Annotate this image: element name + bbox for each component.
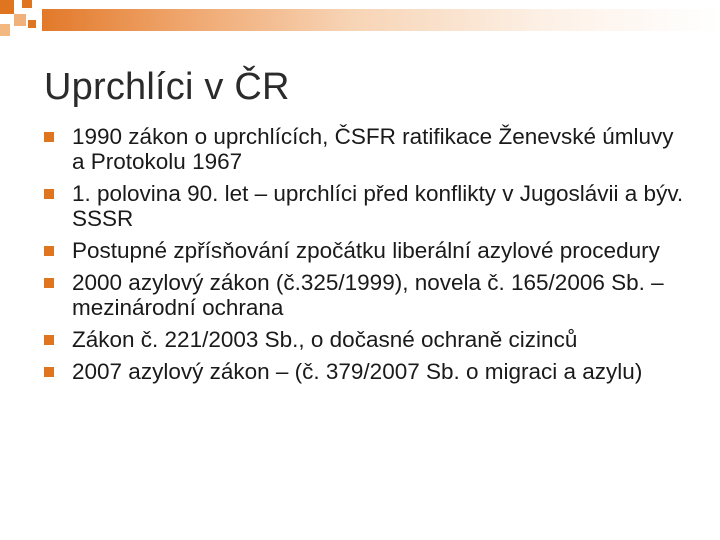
list-item xyxy=(44,327,684,352)
decorative-square xyxy=(28,20,36,28)
square-bullet-icon xyxy=(44,132,54,142)
decorative-square xyxy=(14,14,26,26)
list-item xyxy=(44,359,684,384)
bullet-text: Postupné zpřísňování zpočátku liberální azylové procedury xyxy=(72,238,660,263)
list-item xyxy=(44,270,684,320)
square-bullet-icon xyxy=(44,335,54,345)
bullet-text: 1. polovina 90. let – uprchlíci před konflikty v Jugoslávii a býv. SSSR xyxy=(72,181,684,231)
decorative-square xyxy=(22,0,32,8)
bullet-list xyxy=(44,124,684,391)
header-gradient-strip xyxy=(42,9,720,31)
bullet-text: Zákon č. 221/2003 Sb., o dočasné ochraně cizinců xyxy=(72,327,578,352)
list-item xyxy=(44,124,684,174)
square-bullet-icon xyxy=(44,189,54,199)
bullet-text: 1990 zákon o uprchlících, ČSFR ratifikace Ženevské úmluvy a Protokolu 1967 xyxy=(72,124,674,174)
decorative-square xyxy=(0,0,14,14)
bullet-text: 2007 azylový zákon – (č. 379/2007 Sb. o migraci a azylu) xyxy=(72,359,643,384)
list-item xyxy=(44,181,684,231)
bullet-text: 2000 azylový zákon (č.325/1999), novela č. 165/2006 Sb. – mezinárodní ochrana xyxy=(72,270,664,320)
decorative-square xyxy=(0,24,10,36)
square-bullet-icon xyxy=(44,246,54,256)
square-bullet-icon xyxy=(44,367,54,377)
list-item xyxy=(44,238,684,263)
slide-title: Uprchlíci v ČR xyxy=(44,66,290,108)
square-bullet-icon xyxy=(44,278,54,288)
